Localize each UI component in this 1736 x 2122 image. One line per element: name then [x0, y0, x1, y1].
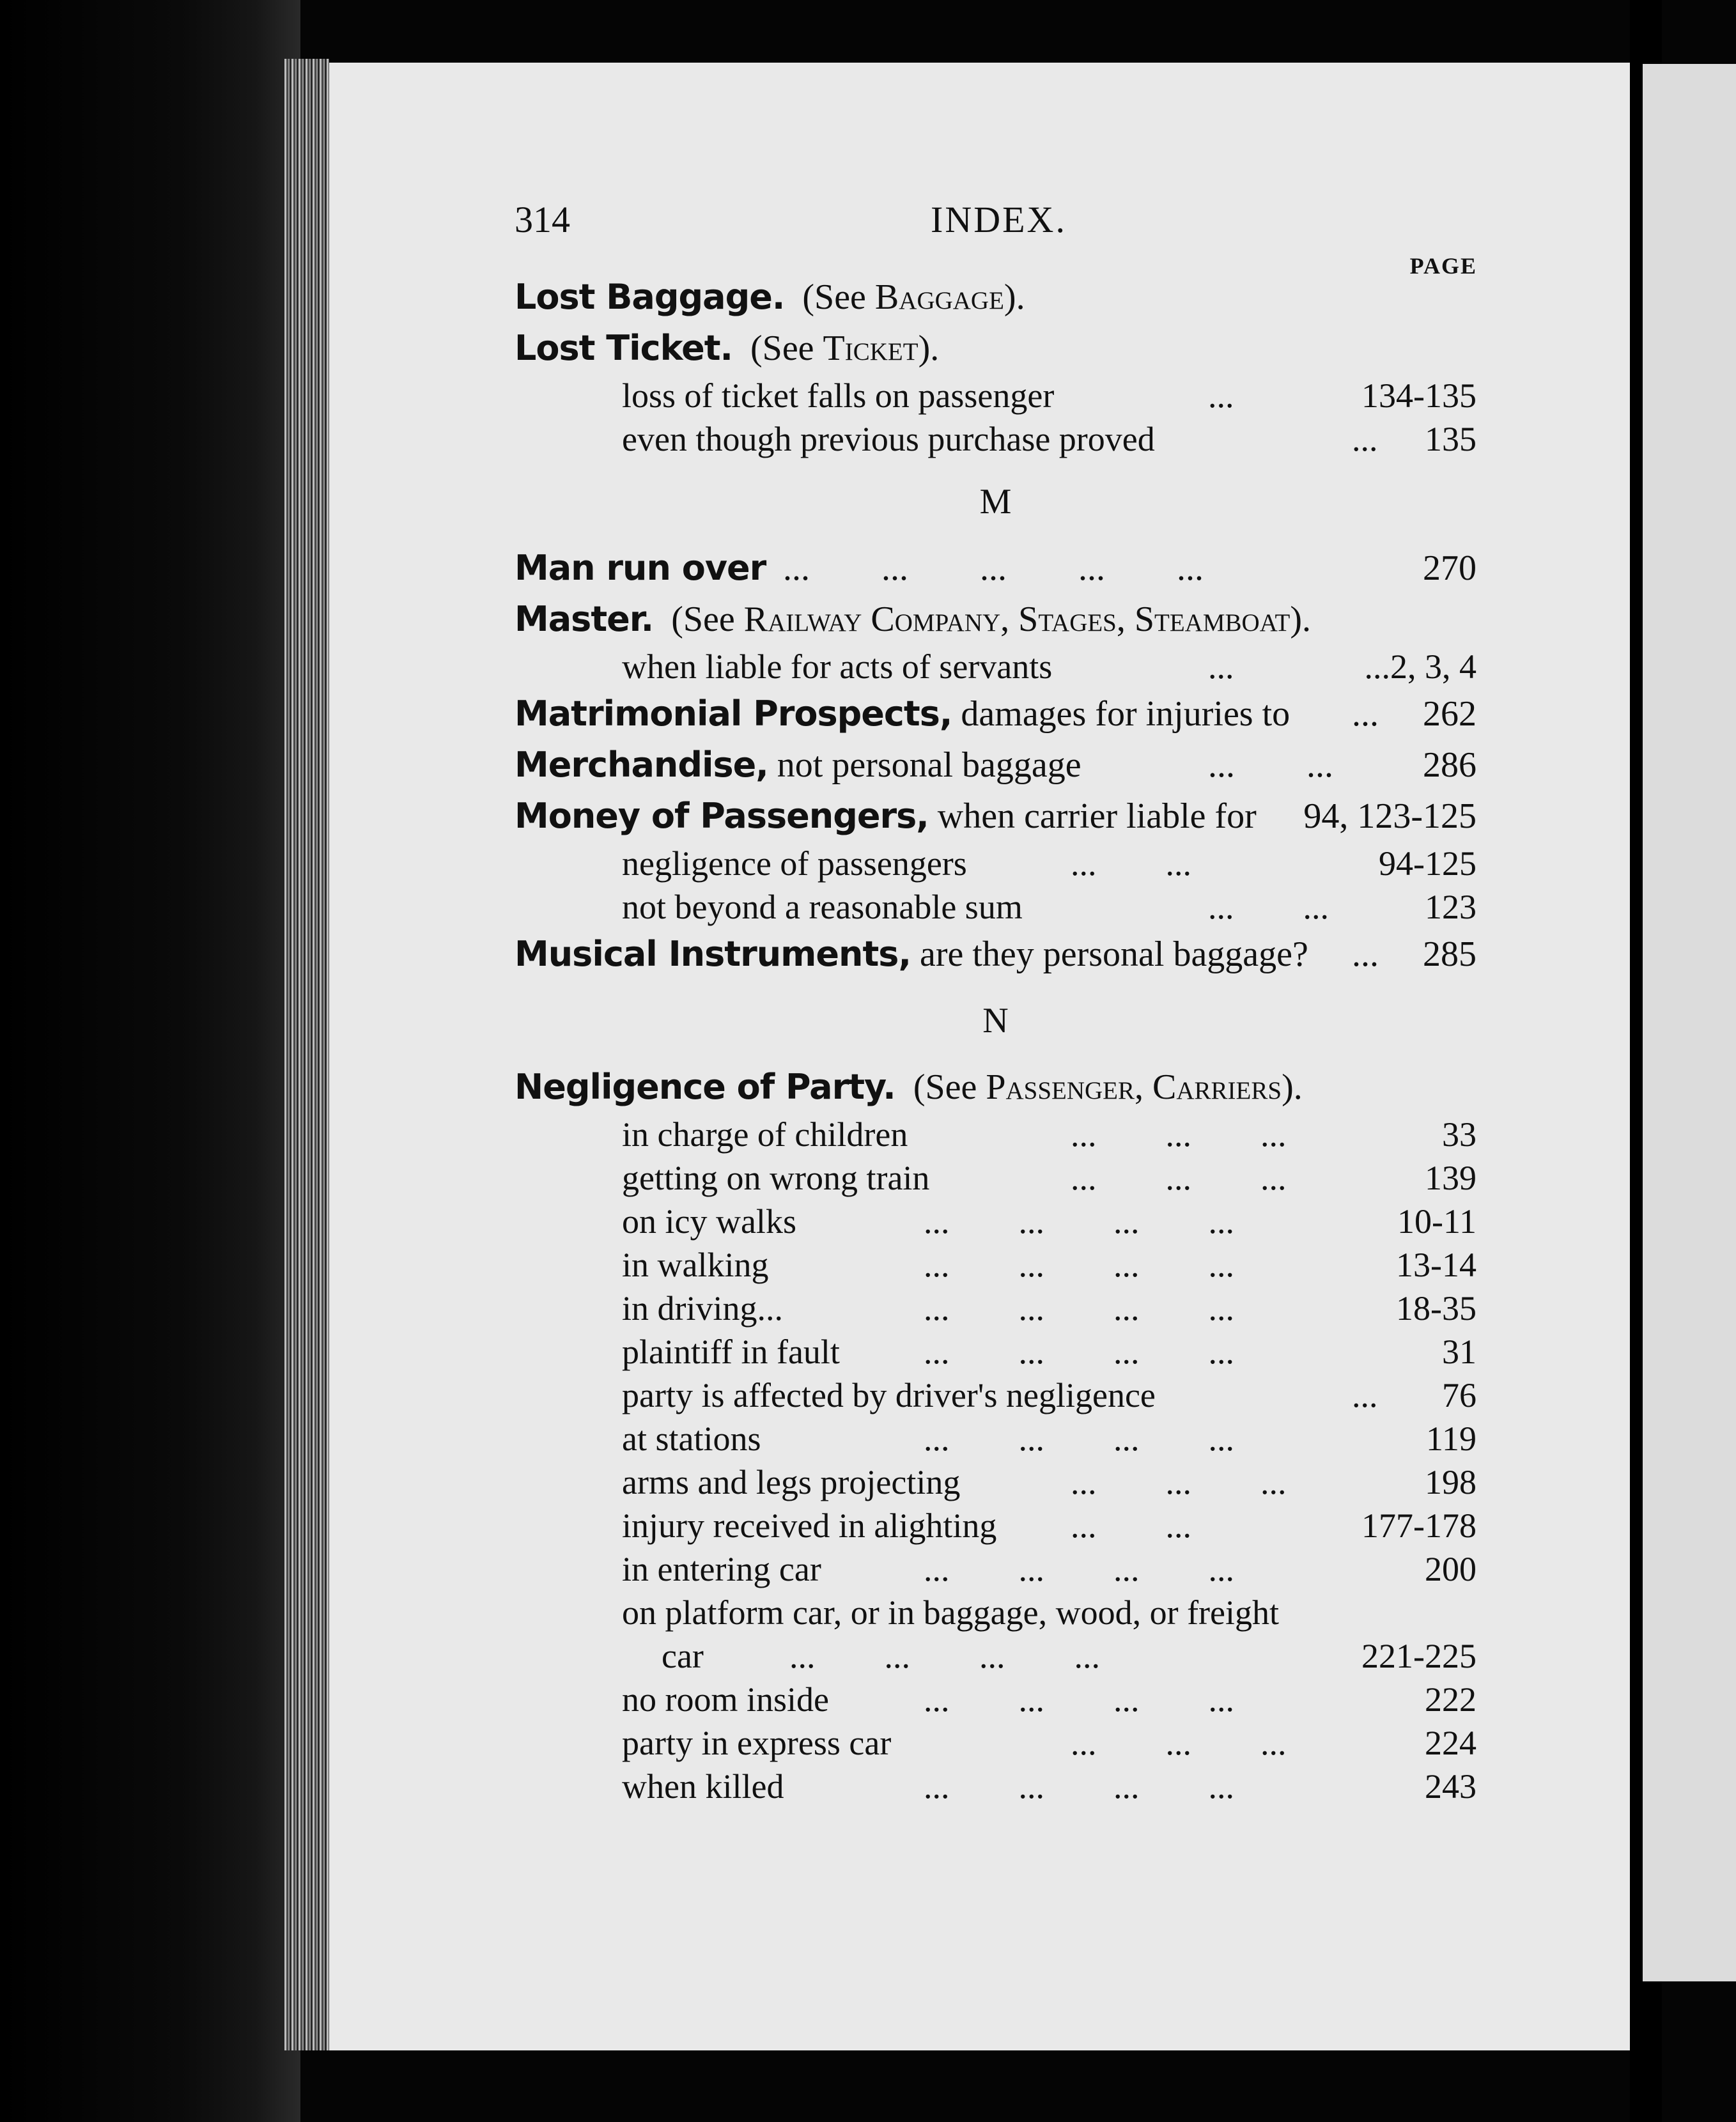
page-reference: 18-35 [1396, 1289, 1476, 1328]
page-reference: 221-225 [1361, 1637, 1476, 1675]
subentry-text: negligence of passengers [622, 844, 967, 883]
index-subentry [515, 1287, 1476, 1330]
subentry-text: not beyond a reasonable sum [622, 888, 1023, 926]
subentry-text: at stations [622, 1420, 761, 1458]
entry-heading: Money of Passengers, [515, 796, 929, 836]
leader-dots: ... ... [1208, 888, 1329, 926]
index-subentry [515, 1330, 1476, 1374]
subentry-text: getting on wrong train [622, 1159, 930, 1197]
see-reference: Ticket [823, 329, 918, 368]
page-reference: 222 [1425, 1680, 1476, 1719]
index-entry [515, 688, 1476, 740]
entry-text: are they personal baggage? [919, 934, 1308, 974]
index-entry: Lost Baggage. (See Baggage). [515, 277, 1025, 317]
leader-dots: ... [1208, 647, 1234, 686]
page-reference: 123 [1425, 888, 1476, 926]
index-subentry [515, 374, 1476, 417]
page-reference: 134-135 [1361, 376, 1476, 415]
page-reference: 286 [1423, 745, 1476, 785]
index-subentry [515, 1113, 1476, 1156]
subentry-text: loss of ticket falls on passenger [622, 376, 1055, 415]
page-reference: 224 [1425, 1724, 1476, 1762]
leader-dots: ... ... ... ... [924, 1420, 1234, 1458]
page-reference: 94-125 [1379, 844, 1476, 883]
index-entry [515, 740, 1476, 791]
subentry-text: no room inside [622, 1680, 829, 1719]
leader-dots: ... [1208, 376, 1234, 415]
page-reference: 262 [1423, 694, 1476, 734]
entry-heading: Negligence of Party. [515, 1067, 895, 1107]
entry-heading: Musical Instruments, [515, 934, 911, 974]
subentry-text: party is affected by driver's negligence [622, 1376, 1156, 1414]
index-subentry [515, 1765, 1476, 1808]
index-subentry [515, 885, 1476, 929]
subentry-text: in entering car [622, 1550, 821, 1588]
section-letter: N [982, 1001, 1009, 1041]
see-reference: Passenger, Carriers [986, 1067, 1282, 1107]
index-subentry [515, 1547, 1476, 1591]
page-reference: 285 [1423, 934, 1476, 974]
see-reference: Baggage [874, 277, 1004, 317]
index-subentry [515, 645, 1476, 688]
entry-text: when carrier liable for [937, 796, 1257, 836]
index-subentry [515, 1591, 1476, 1634]
index-subentry [515, 1417, 1476, 1460]
page-edges [284, 59, 329, 2050]
leader-dots: ... ... ... ... [924, 1246, 1234, 1284]
leader-dots: ... ... ... ... [789, 1637, 1100, 1675]
entry-heading: Lost Baggage. [515, 277, 785, 317]
page-reference: 76 [1442, 1376, 1476, 1414]
entry-heading: Master. [515, 599, 654, 639]
entry-text: not personal baggage [777, 745, 1081, 785]
subentry-text: in walking [622, 1246, 769, 1284]
entry-heading: Lost Ticket. [515, 328, 733, 368]
leader-dots: ... ... [1071, 844, 1191, 883]
subentry-text: plaintiff in fault [622, 1333, 840, 1371]
index-subentry [515, 1156, 1476, 1200]
leader-dots: ... ... ... ... [924, 1550, 1234, 1588]
subentry-text: when liable for acts of servants [622, 647, 1053, 686]
index-entry: Lost Ticket. (See Ticket). [515, 328, 940, 368]
index-list [515, 272, 1476, 1808]
subentry-text: injury received in alighting [622, 1506, 997, 1545]
index-subentry [515, 1721, 1476, 1765]
index-subentry [515, 1460, 1476, 1504]
subentry-text: party in express car [622, 1724, 892, 1762]
page-reference: 135 [1425, 420, 1476, 458]
leader-dots: ... [1352, 1376, 1378, 1414]
page-title: INDEX. [931, 199, 1067, 240]
index-subentry [515, 1678, 1476, 1721]
page-reference: 243 [1425, 1767, 1476, 1806]
subentry-text: in driving... [622, 1289, 783, 1328]
entry-heading: Man run over [515, 548, 766, 588]
index-subentry [515, 842, 1476, 885]
page-reference: 33 [1442, 1115, 1476, 1154]
leader-dots: ... ... ... ... [924, 1333, 1234, 1371]
subentry-text: on icy walks [622, 1202, 796, 1241]
subentry-text: car [662, 1637, 704, 1675]
index-entry: Negligence of Party. (See Passenger, Carriers). [515, 1067, 1303, 1107]
page-reference: 270 [1423, 548, 1476, 588]
page-reference: 200 [1425, 1550, 1476, 1588]
facing-page-edge [1643, 64, 1736, 1981]
leader-dots: ... [1352, 420, 1378, 458]
index-subentry-continuation [515, 1634, 1476, 1678]
leader-dots: ... ... ... ... [924, 1680, 1234, 1719]
leader-dots: ... ... [1071, 1506, 1191, 1545]
page-reference: 94, 123-125 [1303, 796, 1476, 836]
see-reference: Railway Company, Stages, Steamboat [743, 600, 1290, 639]
index-subentry [515, 1200, 1476, 1243]
section-letter: M [979, 482, 1012, 522]
index-entry: Master. (See Railway Company, Stages, Steamboat). [515, 599, 1311, 639]
leader-dots: ... ... ... [1071, 1724, 1287, 1762]
subentry-text: arms and legs projecting [622, 1463, 961, 1501]
leader-dots: ... [1352, 934, 1379, 974]
leader-dots: ... [1352, 694, 1379, 734]
page-reference: 13-14 [1396, 1246, 1476, 1284]
subentry-text: when killed [622, 1767, 784, 1806]
page-reference: 31 [1442, 1333, 1476, 1371]
leader-dots: ... ... ... [1071, 1159, 1287, 1197]
leader-dots: ... ... ... ... ... [783, 548, 1204, 588]
book-spine [0, 0, 300, 2122]
page-reference: 10-11 [1397, 1202, 1476, 1241]
entry-text: damages for injuries to [961, 694, 1290, 734]
subentry-text: in charge of children [622, 1115, 908, 1154]
page-number: 314 [515, 199, 570, 240]
page-reference: ...2, 3, 4 [1364, 647, 1476, 686]
index-entry [515, 929, 1476, 980]
page-reference: 198 [1425, 1463, 1476, 1501]
index-subentry [515, 1504, 1476, 1547]
index-subentry [515, 1243, 1476, 1287]
leader-dots: ... ... ... ... [924, 1767, 1234, 1806]
leader-dots: ... ... ... ... [924, 1289, 1234, 1328]
entry-heading: Merchandise, [515, 745, 768, 785]
index-subentry [515, 1374, 1476, 1417]
leader-dots: ... ... ... ... [924, 1202, 1234, 1241]
leader-dots: ... ... ... [1071, 1463, 1287, 1501]
index-entry [515, 791, 1476, 842]
subentry-text: even though previous purchase proved [622, 420, 1155, 458]
leader-dots: ... ... ... [1071, 1115, 1287, 1154]
entry-heading: Matrimonial Prospects, [515, 693, 952, 734]
page-reference: 139 [1425, 1159, 1476, 1197]
page-column-label: PAGE [1409, 253, 1477, 279]
index-subentry [515, 417, 1476, 461]
leader-dots: ... ... [1208, 745, 1333, 785]
page-header [515, 198, 1483, 243]
page-reference: 119 [1426, 1420, 1476, 1458]
subentry-text: on platform car, or in baggage, wood, or freight [622, 1593, 1280, 1632]
index-entry [515, 543, 1476, 594]
page-reference: 177-178 [1361, 1506, 1476, 1545]
